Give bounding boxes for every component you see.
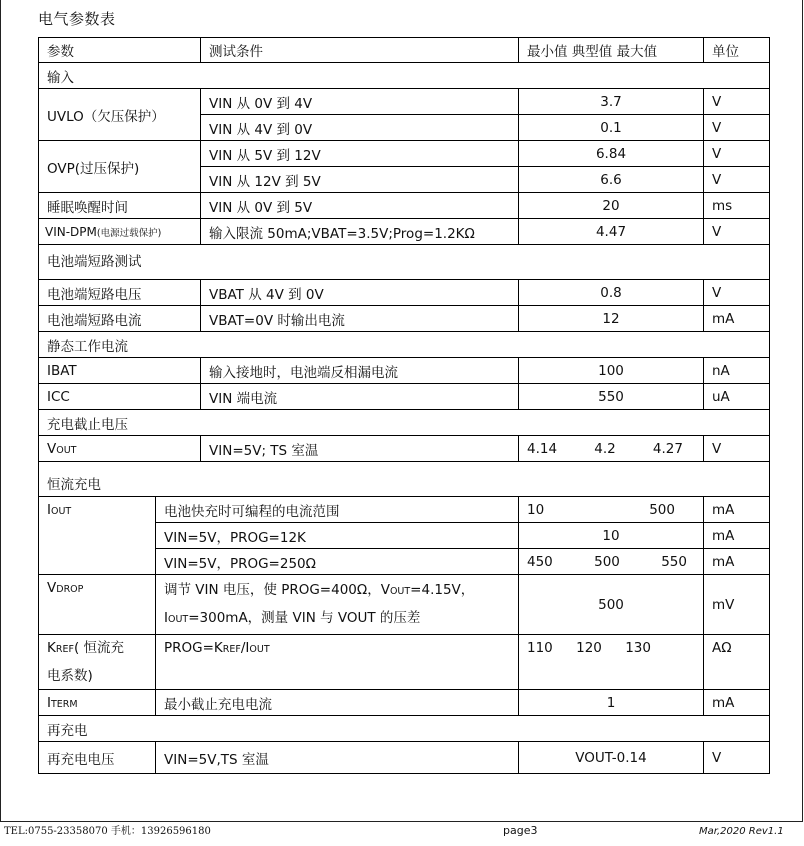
- table-row-vout: [39, 436, 770, 462]
- unit-cell: mA: [704, 690, 770, 716]
- typ-value: 120: [576, 640, 602, 656]
- cond-cell: VIN=5V，PROG=12K: [156, 523, 519, 549]
- table-row-kref: [39, 635, 770, 690]
- value-cell: 0.8: [519, 280, 704, 306]
- footer-contact: TEL:0755-23358070 手机：13926596180: [4, 826, 211, 837]
- param-ovp: OVP(过压保护): [39, 141, 201, 193]
- value-cell: [519, 635, 704, 690]
- unit-cell: V: [704, 742, 770, 774]
- cond-line-2: I: [164, 609, 168, 626]
- cond-prog: PROG=K: [164, 640, 223, 656]
- param-vin-dpm-main: VIN-DPM: [45, 224, 97, 239]
- section-title: 再充电: [39, 716, 770, 742]
- param-sleep: 睡眠唤醒时间: [39, 193, 201, 219]
- table-row-short-voltage: [39, 280, 770, 306]
- section-title: 静态工作电流: [39, 332, 770, 358]
- unit-cell: V: [704, 219, 770, 245]
- table-row-ibat: [39, 358, 770, 384]
- unit-cell: V: [704, 89, 770, 115]
- section-row-quiescent: [39, 332, 770, 358]
- cond-cell: VIN=5V，PROG=250Ω: [156, 549, 519, 575]
- param-uvlo: UVLO（欠压保护）: [39, 89, 201, 141]
- value-cell: 4.47: [519, 219, 704, 245]
- min-value: 450: [527, 553, 553, 570]
- table-row-icc: [39, 384, 770, 410]
- param-iterm-main: I: [47, 694, 51, 711]
- cond-cell: 电池快充时可编程的电流范围: [156, 497, 519, 523]
- max-value: 130: [625, 640, 651, 656]
- param-vdrop-sub: DROP: [56, 584, 84, 595]
- header-condition: 测试条件: [201, 38, 519, 63]
- unit-cell: uA: [704, 384, 770, 410]
- param-vin-dpm: [39, 219, 201, 245]
- cond-line-1-tail: =4.15V，: [410, 581, 475, 598]
- unit-cell: AΩ: [704, 635, 770, 690]
- unit-cell: V: [704, 280, 770, 306]
- table-row-vdrop: [39, 575, 770, 635]
- param-kref-label: ( 恒流充: [73, 640, 124, 656]
- section-row-recharge: [39, 716, 770, 742]
- param-kref: [39, 635, 156, 690]
- value-cell: VOUT-0.14: [519, 742, 704, 774]
- param-iterm-sub: TERM: [50, 698, 78, 710]
- min-value: 110: [527, 640, 553, 656]
- page-title: 电气参数表: [38, 10, 116, 28]
- cond-cell: 最小截止充电电流: [156, 690, 519, 716]
- section-row-cutoff: [39, 410, 770, 436]
- value-cell: 550: [519, 384, 704, 410]
- section-row-input: [39, 63, 770, 89]
- max-value: 550: [661, 553, 687, 570]
- table-row-iterm: [39, 690, 770, 716]
- unit-cell: V: [704, 115, 770, 141]
- unit-cell: mA: [704, 497, 770, 523]
- cond-cell: VIN=5V,TS 室温: [156, 742, 519, 774]
- table-row-ovp-1: [39, 141, 770, 167]
- param-iout-sub: OUT: [50, 506, 72, 517]
- cond-cell: VIN=5V; TS 室温: [201, 436, 519, 462]
- table-header-row: [39, 38, 770, 63]
- footer-page-number: page3: [503, 824, 538, 837]
- header-param: 参数: [39, 38, 201, 63]
- cond-cell: 输入接地时，电池端反相漏电流: [201, 358, 519, 384]
- table-row-short-current: [39, 306, 770, 332]
- value-cell: 500: [519, 575, 704, 635]
- table-row-vin-dpm: [39, 219, 770, 245]
- param-iout: [39, 497, 156, 575]
- param-recharge: 再充电电压: [39, 742, 156, 774]
- unit-cell: V: [704, 167, 770, 193]
- param-iterm: [39, 690, 156, 716]
- cond-cell: VBAT=0V 时输出电流: [201, 306, 519, 332]
- cond-line-1: 调节 VIN 电压，使 PROG=400Ω，V: [164, 581, 390, 598]
- value-cell: 0.1: [519, 115, 704, 141]
- cond-line-2-sub: OUT: [167, 613, 189, 625]
- cond-div: /I: [240, 640, 250, 656]
- value-cell: 6.84: [519, 141, 704, 167]
- param-ibat: IBAT: [39, 358, 201, 384]
- header-min-typ-max: 最小值 典型值 最大值: [519, 38, 704, 63]
- cond-cell: VIN 从 12V 到 5V: [201, 167, 519, 193]
- param-vout: [39, 436, 201, 462]
- value-cell: 10: [519, 523, 704, 549]
- typ-value: 4.2: [594, 440, 616, 457]
- param-vin-dpm-note: (电源过载保护): [96, 227, 162, 239]
- value-cell: 20: [519, 193, 704, 219]
- param-short-voltage: 电池端短路电压: [39, 280, 201, 306]
- min-value: 10: [527, 501, 545, 518]
- param-kref-label-2: 电系数): [47, 668, 93, 684]
- table-row-sleep: [39, 193, 770, 219]
- value-cell: [519, 497, 704, 523]
- cond-line-2-tail: =300mA，测量 VIN 与 VOUT 的压差: [188, 609, 421, 626]
- unit-cell: V: [704, 436, 770, 462]
- cond-line-1-sub: OUT: [389, 585, 411, 597]
- param-vout-main: V: [47, 440, 57, 457]
- section-title: 恒流充电: [39, 462, 770, 497]
- max-value: 4.27: [652, 440, 683, 457]
- param-vdrop: [39, 575, 156, 635]
- cond-cell: [156, 635, 519, 690]
- electrical-spec-table: [38, 37, 770, 774]
- param-icc: ICC: [39, 384, 201, 410]
- max-value: 500: [649, 501, 675, 518]
- section-title: 输入: [39, 63, 770, 89]
- value-cell: 3.7: [519, 89, 704, 115]
- param-iout-main: I: [47, 502, 51, 518]
- param-kref-sub: REF: [55, 644, 74, 655]
- typ-value: 500: [594, 553, 620, 570]
- unit-cell: mA: [704, 306, 770, 332]
- min-value: 4.14: [527, 440, 558, 457]
- section-title: 充电截止电压: [39, 410, 770, 436]
- value-cell: 100: [519, 358, 704, 384]
- value-cell: 12: [519, 306, 704, 332]
- table-row-recharge: [39, 742, 770, 774]
- unit-cell: V: [704, 141, 770, 167]
- table-row-uvlo-1: [39, 89, 770, 115]
- param-short-current: 电池端短路电流: [39, 306, 201, 332]
- param-vout-sub: OUT: [56, 444, 77, 456]
- cond-out-sub: OUT: [249, 644, 270, 655]
- frame-left-border: [0, 0, 1, 822]
- cond-cell: VIN 从 5V 到 12V: [201, 141, 519, 167]
- cond-cell: 输入限流 50mA;VBAT=3.5V;Prog=1.2KΩ: [201, 219, 519, 245]
- unit-cell: mV: [704, 575, 770, 635]
- unit-cell: ms: [704, 193, 770, 219]
- header-unit: 单位: [704, 38, 770, 63]
- cond-cell: VIN 从 0V 到 5V: [201, 193, 519, 219]
- section-row-cc: [39, 462, 770, 497]
- unit-cell: nA: [704, 358, 770, 384]
- section-row-short: [39, 245, 770, 280]
- value-cell: 1: [519, 690, 704, 716]
- footer-revision: Mar,2020 Rev1.1: [699, 826, 784, 837]
- value-cell: 6.6: [519, 167, 704, 193]
- frame-right-border: [802, 0, 803, 822]
- unit-cell: mA: [704, 523, 770, 549]
- cond-cell: VIN 端电流: [201, 384, 519, 410]
- cond-cell: VIN 从 4V 到 0V: [201, 115, 519, 141]
- param-vdrop-main: V: [47, 580, 57, 596]
- cond-cell: VIN 从 0V 到 4V: [201, 89, 519, 115]
- unit-cell: mA: [704, 549, 770, 575]
- value-cell: [519, 549, 704, 575]
- param-kref-main: K: [47, 640, 56, 656]
- cond-ref-sub: REF: [222, 644, 241, 655]
- cond-cell: [156, 575, 519, 635]
- section-title: 电池端短路测试: [39, 245, 770, 280]
- table-row-iout-1: [39, 497, 770, 523]
- value-cell: [519, 436, 704, 462]
- cond-cell: VBAT 从 4V 到 0V: [201, 280, 519, 306]
